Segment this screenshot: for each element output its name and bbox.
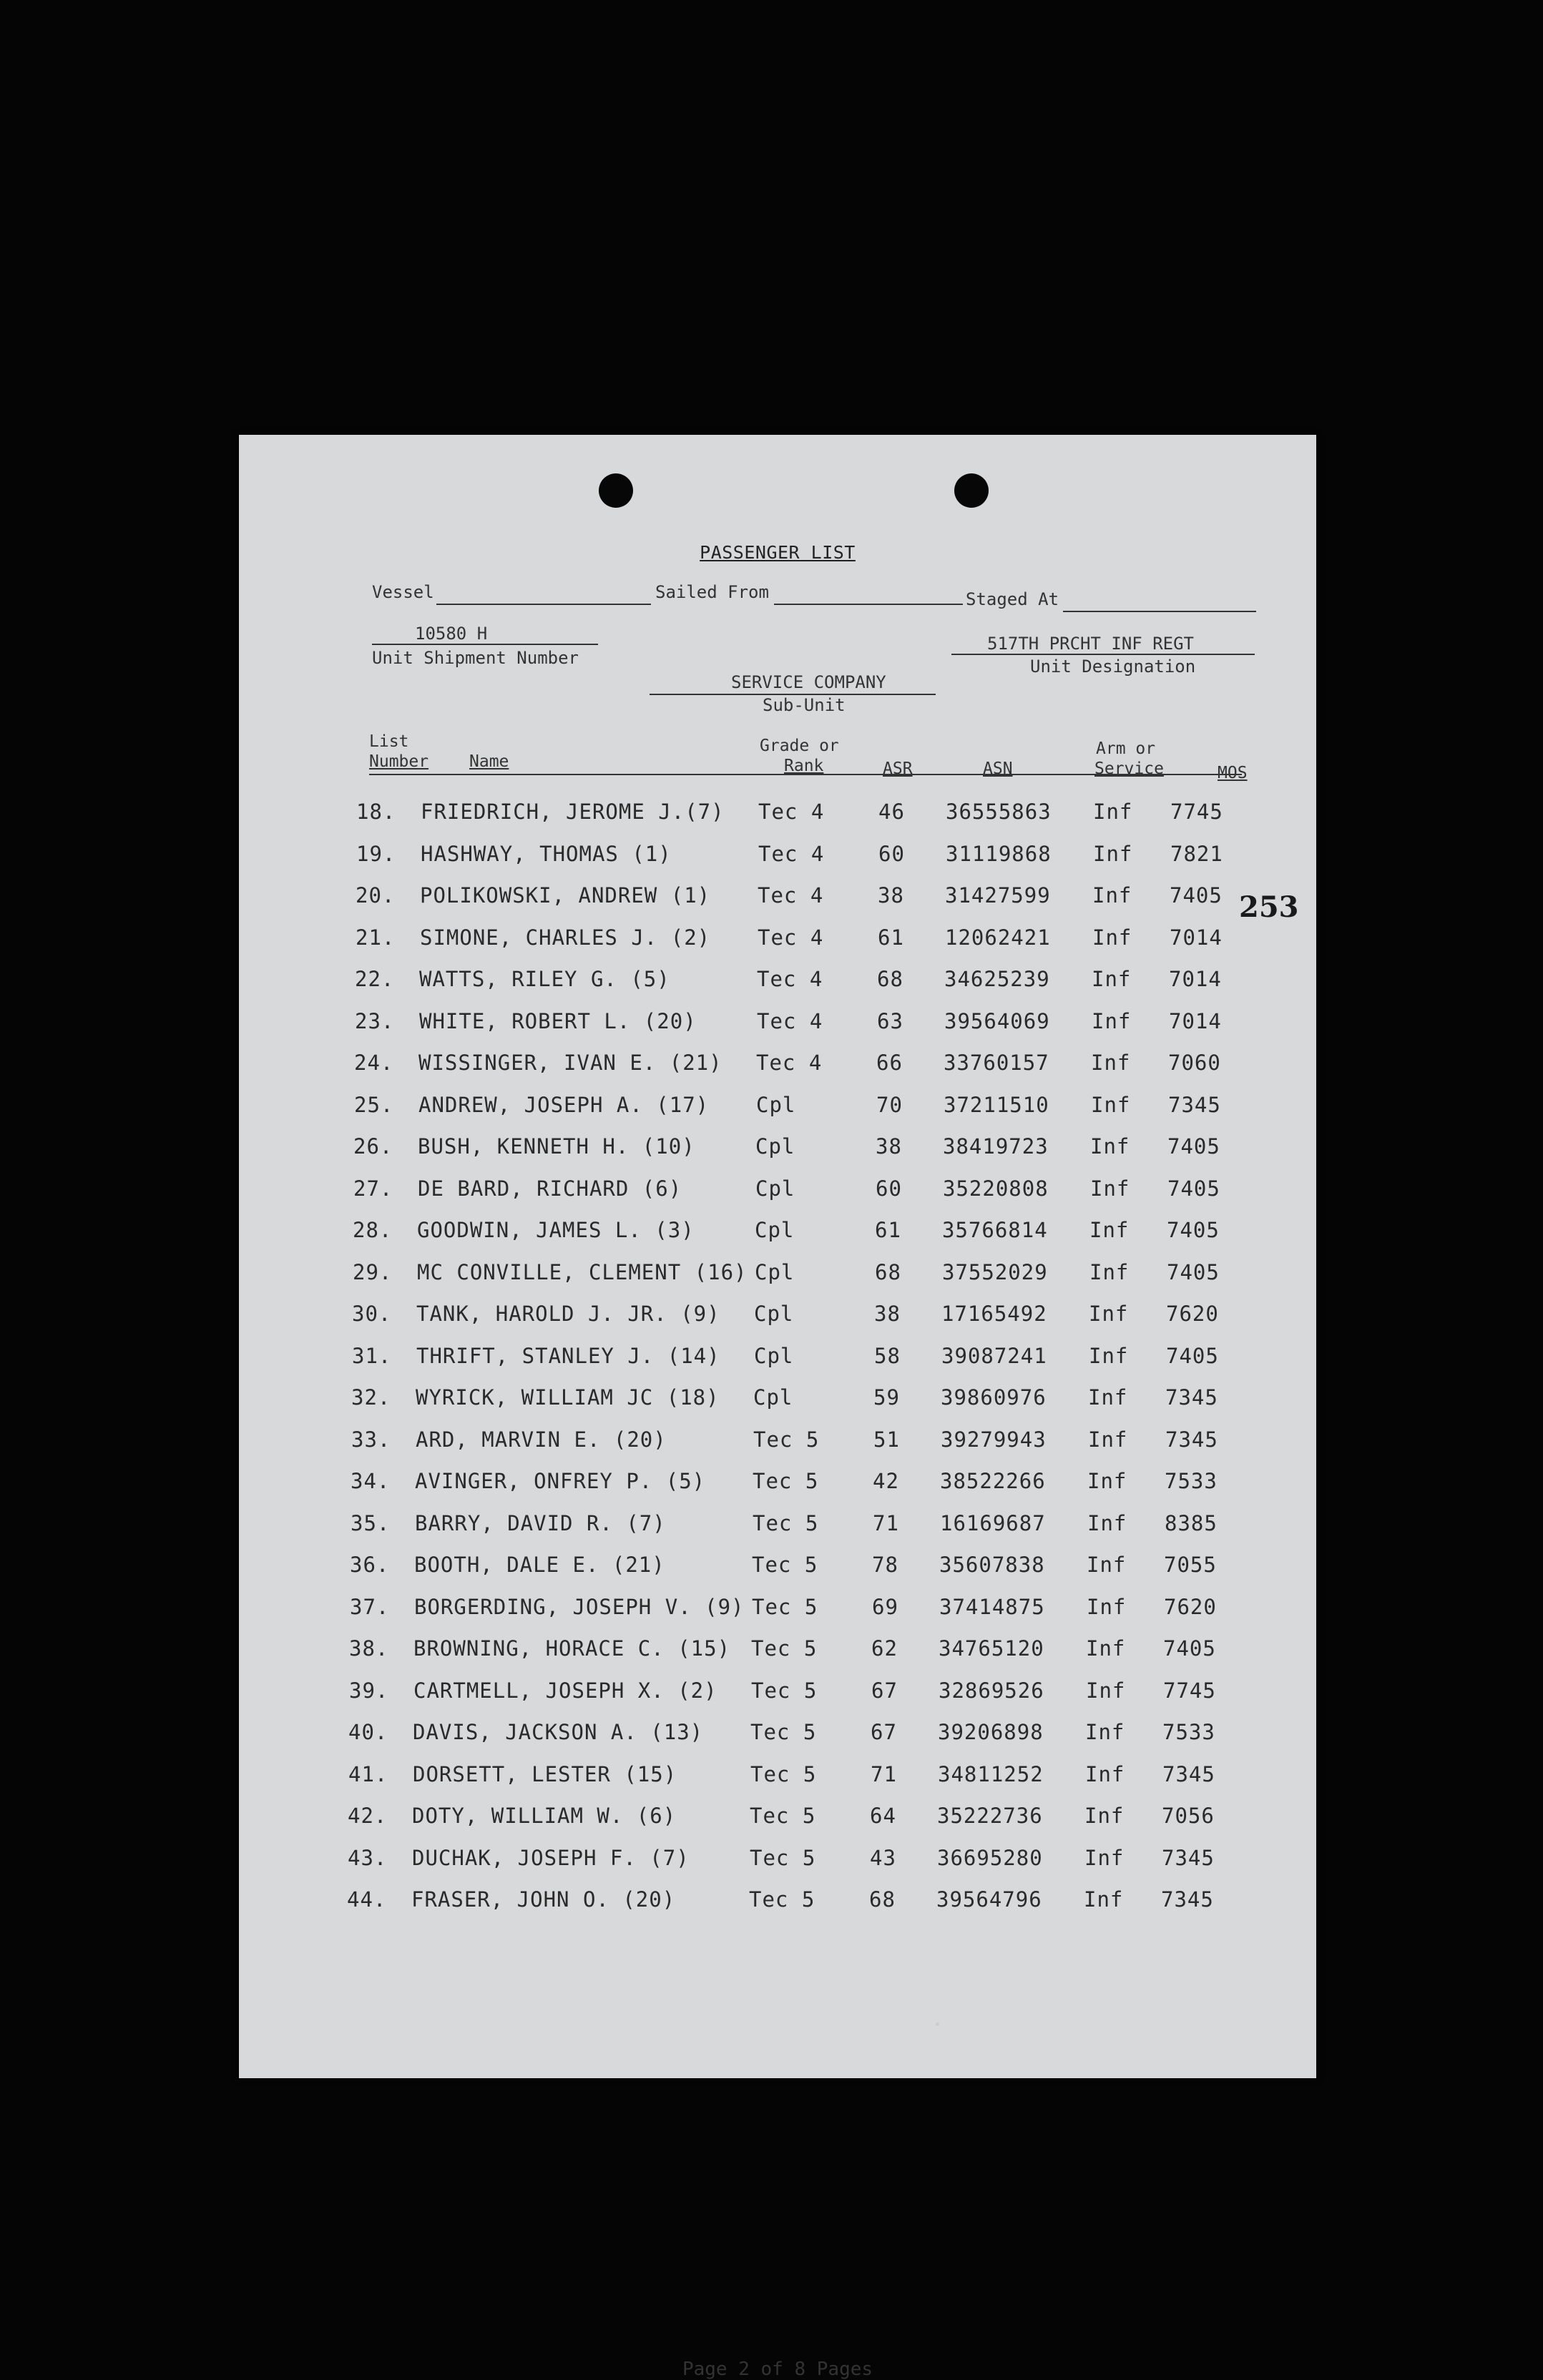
row-asn: 33760157 — [944, 1051, 1049, 1075]
row-arm: Inf — [1092, 883, 1132, 908]
row-mos: 7014 — [1169, 967, 1222, 991]
row-mos: 7014 — [1170, 925, 1223, 950]
row-arm: Inf — [1089, 1344, 1129, 1368]
row-asn: 31427599 — [945, 883, 1051, 908]
row-asn: 35766814 — [942, 1218, 1048, 1242]
unit-shipment-number-value: 10580 H — [415, 624, 488, 644]
col-name-header: Name — [469, 752, 509, 771]
col-arm-label-2: Service — [1094, 759, 1164, 778]
row-number: 26. — [353, 1134, 393, 1159]
row-asn: 12062421 — [945, 925, 1051, 950]
row-asr: 68 — [875, 1260, 901, 1284]
row-name: DAVIS, JACKSON A. (13) — [413, 1720, 704, 1744]
row-asn: 39860976 — [941, 1385, 1047, 1410]
row-asn: 32869526 — [939, 1678, 1044, 1703]
row-asr: 71 — [871, 1762, 897, 1786]
row-number: 36. — [350, 1553, 390, 1577]
col-list-number-label-1: List — [369, 732, 409, 751]
row-name: DOTY, WILLIAM W. (6) — [412, 1804, 677, 1828]
row-mos: 7405 — [1163, 1636, 1216, 1661]
row-arm: Inf — [1090, 1134, 1130, 1159]
row-mos: 7405 — [1170, 883, 1223, 908]
row-rank: Tec 4 — [758, 842, 825, 866]
row-arm: Inf — [1090, 1176, 1130, 1201]
row-asr: 66 — [876, 1051, 903, 1075]
row-rank: Cpl — [755, 1218, 795, 1242]
col-asr-header: ASR — [883, 759, 913, 778]
sailed-from-field-line — [774, 604, 963, 605]
row-rank: Tec 4 — [757, 1009, 823, 1033]
row-asn: 36695280 — [937, 1846, 1043, 1870]
row-mos: 7620 — [1164, 1595, 1217, 1619]
row-mos: 7405 — [1167, 1260, 1220, 1284]
row-rank: Tec 5 — [750, 1804, 816, 1828]
row-asr: 62 — [871, 1636, 898, 1661]
row-rank: Tec 5 — [753, 1427, 820, 1452]
row-mos: 7533 — [1162, 1720, 1215, 1744]
row-number: 24. — [354, 1051, 394, 1075]
row-arm: Inf — [1084, 1804, 1125, 1828]
row-asn: 35607838 — [939, 1553, 1045, 1577]
row-asn: 34625239 — [944, 967, 1050, 991]
row-asn: 38419723 — [943, 1134, 1049, 1159]
row-name: BUSH, KENNETH H. (10) — [418, 1134, 695, 1159]
row-name: BORGERDING, JOSEPH V. (9) — [414, 1595, 745, 1619]
row-name: POLIKOWSKI, ANDREW (1) — [420, 883, 711, 908]
row-asr: 61 — [875, 1218, 901, 1242]
row-arm: Inf — [1092, 925, 1132, 950]
row-name: MC CONVILLE, CLEMENT (16) — [417, 1260, 748, 1284]
row-rank: Cpl — [753, 1385, 793, 1410]
row-asn: 39087241 — [941, 1344, 1047, 1368]
row-mos: 7345 — [1168, 1093, 1221, 1117]
row-asr: 38 — [876, 1134, 902, 1159]
row-arm: Inf — [1091, 1093, 1131, 1117]
row-mos: 7405 — [1167, 1218, 1220, 1242]
row-arm: Inf — [1089, 1302, 1129, 1326]
row-rank: Tec 5 — [753, 1469, 819, 1493]
row-name: THRIFT, STANLEY J. (14) — [416, 1344, 720, 1368]
row-name: HASHWAY, THOMAS (1) — [421, 842, 672, 866]
row-asn: 38522266 — [940, 1469, 1046, 1493]
row-arm: Inf — [1087, 1469, 1127, 1493]
row-arm: Inf — [1093, 800, 1133, 824]
row-number: 20. — [356, 883, 396, 908]
unit-designation-line — [951, 654, 1255, 655]
row-rank: Cpl — [754, 1302, 794, 1326]
row-name: WISSINGER, IVAN E. (21) — [418, 1051, 722, 1075]
row-asr: 64 — [870, 1804, 896, 1828]
punch-hole — [954, 473, 989, 508]
row-asn: 36555863 — [946, 800, 1052, 824]
row-arm: Inf — [1087, 1511, 1127, 1535]
row-number: 34. — [351, 1469, 391, 1493]
row-mos: 7014 — [1169, 1009, 1222, 1033]
sub-unit-label: Sub-Unit — [763, 695, 846, 715]
row-number: 38. — [349, 1636, 389, 1661]
row-asr: 58 — [874, 1344, 901, 1368]
sub-unit-value: SERVICE COMPANY — [731, 672, 886, 692]
row-asr: 43 — [870, 1846, 896, 1870]
row-name: WATTS, RILEY G. (5) — [419, 967, 670, 991]
row-rank: Tec 5 — [753, 1511, 819, 1535]
row-number: 21. — [356, 925, 396, 950]
unit-shipment-number-line — [372, 644, 598, 645]
row-asr: 68 — [869, 1887, 896, 1912]
row-asn: 37414875 — [939, 1595, 1045, 1619]
row-name: CARTMELL, JOSEPH X. (2) — [413, 1678, 717, 1703]
row-asn: 37211510 — [944, 1093, 1049, 1117]
row-name: BROWNING, HORACE C. (15) — [413, 1636, 731, 1661]
row-number: 43. — [348, 1846, 388, 1870]
row-asr: 63 — [877, 1009, 903, 1033]
unit-designation-value: 517TH PRCHT INF REGT — [987, 634, 1194, 654]
row-arm: Inf — [1085, 1720, 1125, 1744]
row-rank: Tec 4 — [758, 925, 824, 950]
row-mos: 7405 — [1167, 1134, 1220, 1159]
staged-at-label: Staged At — [966, 589, 1059, 609]
row-mos: 7055 — [1164, 1553, 1217, 1577]
row-arm: Inf — [1092, 967, 1132, 991]
row-asr: 70 — [876, 1093, 903, 1117]
row-asr: 61 — [878, 925, 904, 950]
row-number: 44. — [347, 1887, 387, 1912]
row-rank: Tec 5 — [751, 1636, 818, 1661]
row-rank: Tec 4 — [757, 967, 823, 991]
row-rank: Tec 5 — [752, 1553, 818, 1577]
row-name: GOODWIN, JAMES L. (3) — [417, 1218, 695, 1242]
row-asn: 35222736 — [937, 1804, 1043, 1828]
header-underline — [369, 774, 1242, 775]
row-number: 37. — [350, 1595, 390, 1619]
col-list-number-label-2: Number — [369, 752, 429, 771]
row-arm: Inf — [1086, 1678, 1126, 1703]
row-asr: 67 — [871, 1678, 898, 1703]
staged-at-field-line — [1063, 611, 1256, 612]
row-number: 30. — [352, 1302, 392, 1326]
col-arm-label-1: Arm or — [1096, 739, 1156, 758]
vessel-label: Vessel — [372, 582, 434, 602]
row-number: 18. — [356, 800, 396, 824]
row-asn: 37552029 — [942, 1260, 1048, 1284]
row-arm: Inf — [1085, 1762, 1125, 1786]
row-name: AVINGER, ONFREY P. (5) — [415, 1469, 706, 1493]
row-mos: 7745 — [1163, 1678, 1216, 1703]
row-number: 39. — [349, 1678, 389, 1703]
row-asn: 39279943 — [941, 1427, 1047, 1452]
row-rank: Cpl — [755, 1260, 795, 1284]
row-number: 42. — [348, 1804, 388, 1828]
col-mos-header: MOS — [1218, 764, 1248, 782]
stamped-page-number: 253 — [1239, 890, 1299, 924]
row-asr: 67 — [871, 1720, 897, 1744]
row-asr: 51 — [873, 1427, 900, 1452]
unit-shipment-number-label: Unit Shipment Number — [372, 648, 579, 668]
row-asn: 17165492 — [941, 1302, 1047, 1326]
row-arm: Inf — [1092, 1009, 1132, 1033]
row-asr: 60 — [876, 1176, 902, 1201]
row-number: 25. — [354, 1093, 394, 1117]
row-number: 40. — [348, 1720, 388, 1744]
row-arm: Inf — [1089, 1218, 1130, 1242]
row-rank: Tec 5 — [751, 1678, 818, 1703]
row-mos: 7821 — [1170, 842, 1223, 866]
row-arm: Inf — [1089, 1260, 1130, 1284]
row-asr: 59 — [873, 1385, 900, 1410]
row-rank: Cpl — [754, 1344, 794, 1368]
punch-hole — [599, 473, 633, 508]
row-rank: Tec 5 — [750, 1762, 817, 1786]
row-name: TANK, HAROLD J. JR. (9) — [416, 1302, 720, 1326]
row-arm: Inf — [1084, 1846, 1125, 1870]
page-footer: Page 2 of 8 Pages — [682, 2359, 873, 2380]
row-number: 29. — [353, 1260, 393, 1284]
row-number: 32. — [351, 1385, 391, 1410]
row-asn: 31119868 — [946, 842, 1052, 866]
row-number: 27. — [353, 1176, 393, 1201]
row-mos: 7056 — [1162, 1804, 1215, 1828]
row-number: 22. — [355, 967, 395, 991]
row-mos: 7405 — [1167, 1176, 1220, 1201]
row-asn: 34811252 — [938, 1762, 1044, 1786]
vessel-field-line — [436, 604, 651, 605]
row-arm: Inf — [1091, 1051, 1131, 1075]
col-asn-header: ASN — [983, 759, 1013, 778]
row-rank: Tec 5 — [750, 1720, 817, 1744]
row-mos: 7345 — [1165, 1427, 1218, 1452]
row-mos: 7345 — [1161, 1887, 1214, 1912]
row-number: 28. — [353, 1218, 393, 1242]
row-rank: Tec 5 — [749, 1887, 815, 1912]
row-mos: 7345 — [1165, 1385, 1218, 1410]
row-name: BOOTH, DALE E. (21) — [414, 1553, 665, 1577]
row-rank: Cpl — [756, 1093, 796, 1117]
row-arm: Inf — [1087, 1595, 1127, 1619]
row-name: DUCHAK, JOSEPH F. (7) — [412, 1846, 690, 1870]
row-asn: 39564796 — [936, 1887, 1042, 1912]
row-number: 33. — [351, 1427, 391, 1452]
row-arm: Inf — [1084, 1887, 1124, 1912]
row-asr: 38 — [878, 883, 904, 908]
row-number: 19. — [356, 842, 396, 866]
row-rank: Cpl — [755, 1134, 795, 1159]
row-number: 23. — [355, 1009, 395, 1033]
row-asr: 42 — [873, 1469, 899, 1493]
row-rank: Tec 4 — [758, 800, 825, 824]
passenger-list-page — [239, 435, 1316, 2380]
row-asr: 60 — [878, 842, 905, 866]
row-mos: 7405 — [1166, 1344, 1219, 1368]
row-arm: Inf — [1088, 1427, 1128, 1452]
unit-designation-label: Unit Designation — [1030, 657, 1196, 677]
row-mos: 7620 — [1166, 1302, 1219, 1326]
row-number: 31. — [352, 1344, 392, 1368]
row-arm: Inf — [1088, 1385, 1128, 1410]
row-name: ARD, MARVIN E. (20) — [416, 1427, 667, 1452]
row-arm: Inf — [1087, 1553, 1127, 1577]
row-asn: 39564069 — [944, 1009, 1050, 1033]
row-asr: 71 — [873, 1511, 899, 1535]
row-mos: 7345 — [1162, 1846, 1215, 1870]
row-rank: Cpl — [755, 1176, 795, 1201]
row-arm: Inf — [1086, 1636, 1126, 1661]
row-number: 35. — [351, 1511, 391, 1535]
row-asr: 68 — [877, 967, 903, 991]
row-rank: Tec 4 — [756, 1051, 823, 1075]
row-name: DE BARD, RICHARD (6) — [418, 1176, 682, 1201]
col-grade-label-2: Rank — [784, 757, 824, 775]
row-asr: 46 — [878, 800, 905, 824]
row-asn: 34765120 — [939, 1636, 1044, 1661]
row-mos: 7060 — [1168, 1051, 1221, 1075]
row-name: DORSETT, LESTER (15) — [413, 1762, 677, 1786]
row-asr: 78 — [872, 1553, 898, 1577]
row-rank: Tec 4 — [758, 883, 824, 908]
row-asr: 38 — [874, 1302, 901, 1326]
col-grade-label-1: Grade or — [760, 737, 839, 755]
row-mos: 7345 — [1162, 1762, 1215, 1786]
row-number: 41. — [348, 1762, 388, 1786]
sailed-from-label: Sailed From — [655, 582, 769, 602]
row-name: WHITE, ROBERT L. (20) — [419, 1009, 697, 1033]
row-asn: 39206898 — [938, 1720, 1044, 1744]
row-name: BARRY, DAVID R. (7) — [415, 1511, 666, 1535]
row-asn: 35220808 — [943, 1176, 1049, 1201]
row-mos: 7745 — [1170, 800, 1223, 824]
document-title: PASSENGER LIST — [700, 542, 856, 563]
row-name: SIMONE, CHARLES J. (2) — [420, 925, 711, 950]
row-asn: 16169687 — [940, 1511, 1046, 1535]
row-name: ANDREW, JOSEPH A. (17) — [418, 1093, 710, 1117]
row-name: FRASER, JOHN O. (20) — [411, 1887, 676, 1912]
row-rank: Tec 5 — [752, 1595, 818, 1619]
row-mos: 7533 — [1165, 1469, 1218, 1493]
row-name: WYRICK, WILLIAM JC (18) — [416, 1385, 720, 1410]
row-name: FRIEDRICH, JEROME J.(7) — [421, 800, 725, 824]
speck — [936, 2022, 939, 2026]
row-asr: 69 — [872, 1595, 898, 1619]
row-arm: Inf — [1093, 842, 1133, 866]
row-rank: Tec 5 — [750, 1846, 816, 1870]
row-mos: 8385 — [1165, 1511, 1218, 1535]
